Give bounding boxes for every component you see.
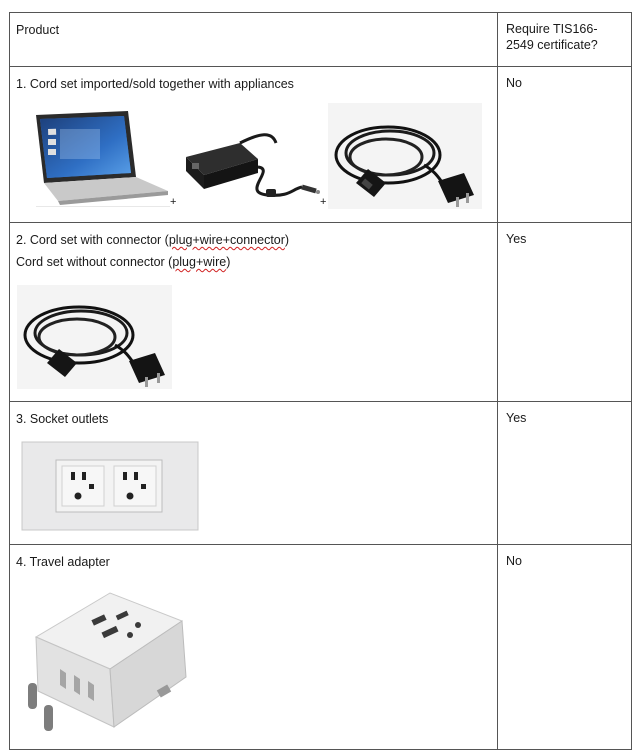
table-row	[10, 67, 632, 223]
power-adapter-image	[180, 129, 322, 207]
row2-title: 2. Cord set with connector (plug+wire+connector)	[16, 233, 290, 247]
plus-sign-2: +	[320, 196, 327, 208]
header-product-cell	[10, 13, 498, 67]
certificate-table	[9, 12, 632, 750]
travel-adapter-image	[18, 577, 196, 741]
row2-answer: Yes	[506, 232, 527, 246]
row2-answer-cell	[498, 223, 632, 402]
laptop-image	[18, 109, 170, 207]
header-require-cell	[498, 13, 632, 67]
power-cord-image	[17, 285, 172, 389]
header-require: Require TIS166-2549 certificate?	[506, 22, 598, 52]
row1-answer: No	[506, 76, 522, 90]
table-header-row	[10, 13, 632, 67]
table-row	[10, 223, 632, 402]
row1-product-cell	[10, 67, 498, 223]
row4-answer-cell	[498, 545, 632, 750]
socket-outlet-image	[20, 440, 200, 532]
row4-product-cell	[10, 545, 498, 750]
row1-answer-cell	[498, 67, 632, 223]
row2-subtitle: Cord set without connector (plug+wire)	[16, 255, 231, 269]
row3-title: 3. Socket outlets	[16, 412, 109, 426]
row3-product-cell	[10, 402, 498, 545]
header-product: Product	[16, 23, 60, 37]
row4-answer: No	[506, 554, 522, 568]
row4-title: 4. Travel adapter	[16, 555, 110, 569]
row2-product-cell	[10, 223, 498, 402]
row1-title: 1. Cord set imported/sold together with appliances	[16, 77, 294, 91]
table-row	[10, 545, 632, 750]
table-row	[10, 402, 632, 545]
row3-answer: Yes	[506, 411, 527, 425]
row3-answer-cell	[498, 402, 632, 545]
power-cord-image	[328, 103, 482, 209]
plus-sign-1: +	[170, 196, 177, 208]
